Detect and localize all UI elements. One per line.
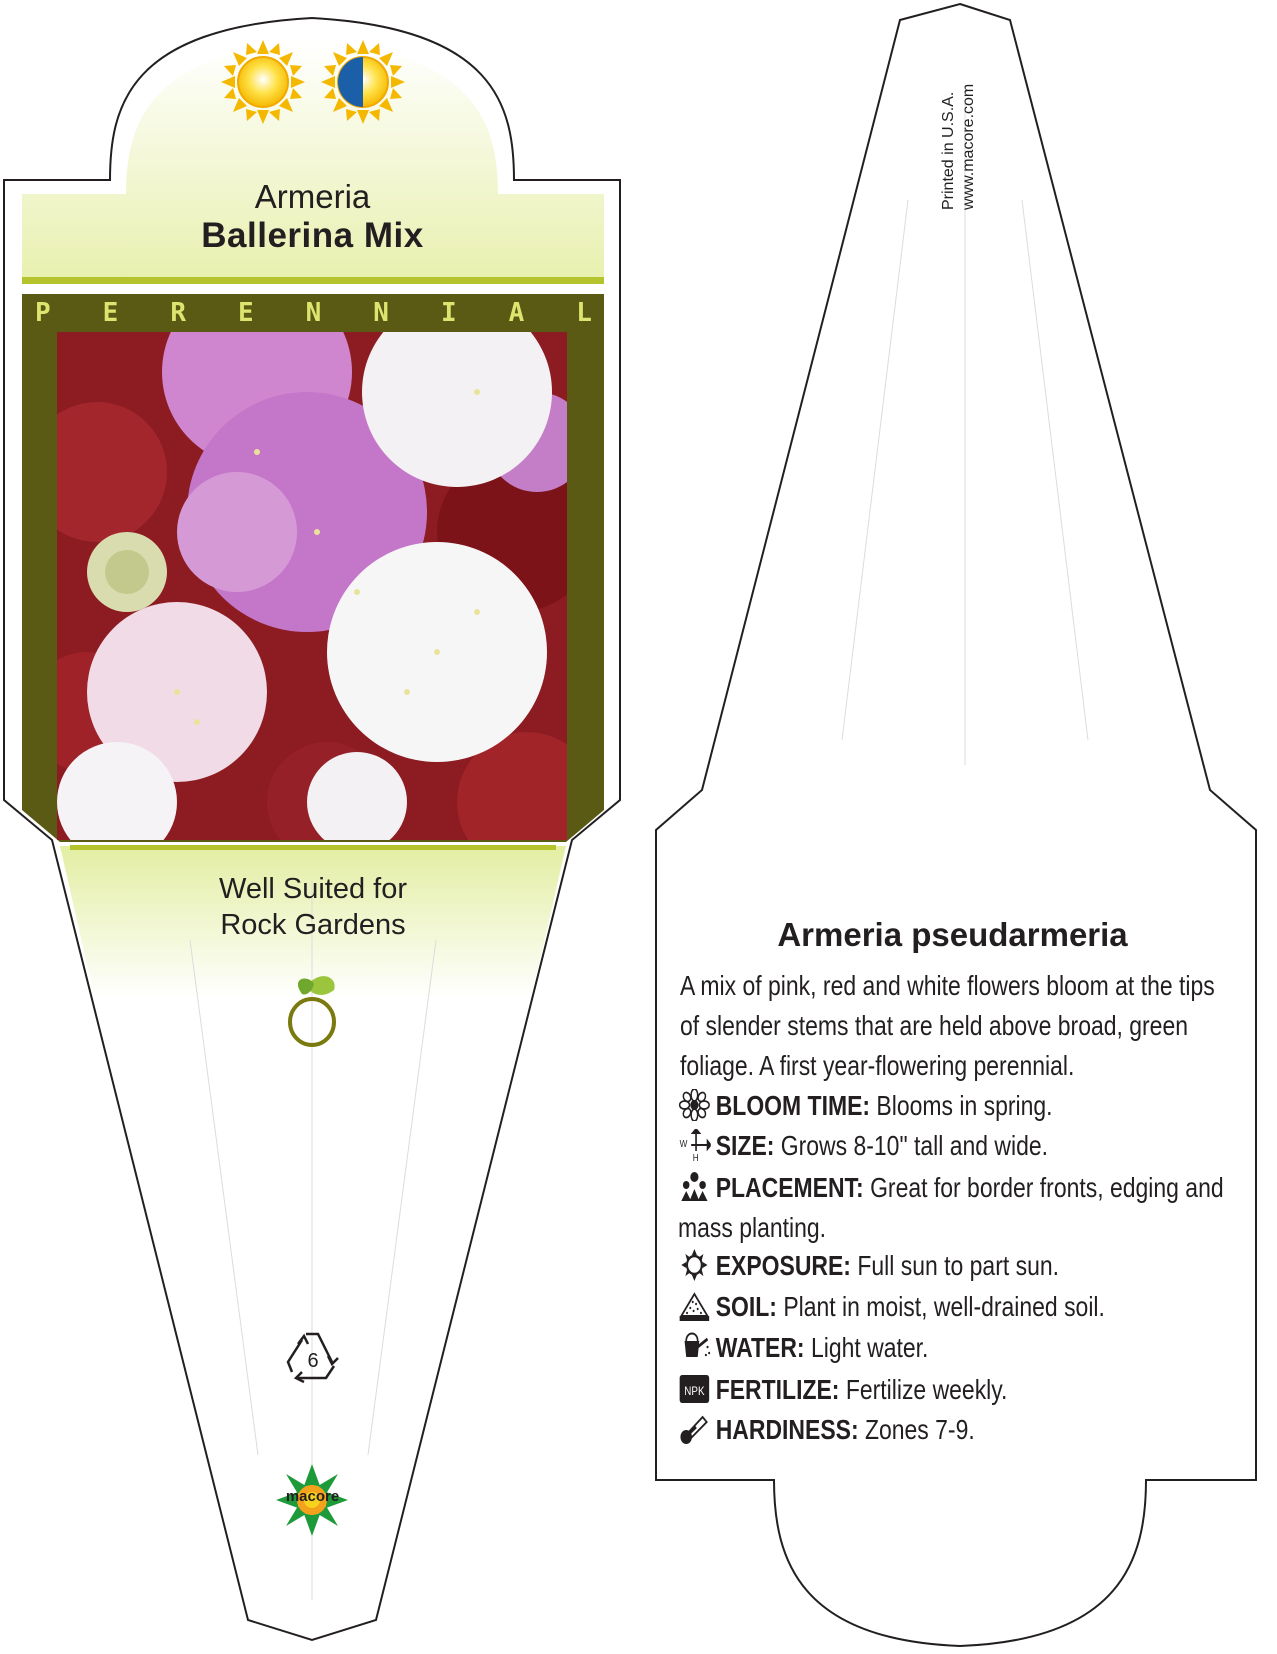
category-band xyxy=(23,294,604,332)
website-text: www.macore.com xyxy=(960,83,977,210)
sun-outline-icon xyxy=(678,1249,711,1281)
attr-value: Grows 8-10" tall and wide. xyxy=(780,1130,1048,1161)
attr-soil xyxy=(678,1287,1232,1327)
category-letter: L xyxy=(576,298,592,328)
soil-icon xyxy=(678,1290,711,1322)
category-letter: E xyxy=(102,298,119,328)
attr-label: HARDINESS: xyxy=(715,1414,859,1445)
recycle-number: 6 xyxy=(307,1350,319,1372)
tagline-line-1: Well Suited for xyxy=(218,873,408,905)
attr-label: SOIL: xyxy=(715,1291,777,1322)
attr-label: EXPOSURE: xyxy=(715,1250,851,1281)
attr-exposure xyxy=(678,1246,1232,1286)
attr-value: Great for border fronts, edging and mass planting. xyxy=(678,1172,1224,1243)
attr-value: Full sun to part sun. xyxy=(857,1250,1059,1281)
part-sun-icon xyxy=(321,40,405,124)
attr-hardiness xyxy=(678,1410,1232,1450)
attr-value: Light water. xyxy=(810,1332,929,1363)
tagline-line-2: Rock Gardens xyxy=(220,909,406,941)
brand-name: macore xyxy=(285,1488,340,1505)
category-letter: N xyxy=(305,298,322,328)
tagline xyxy=(120,871,506,943)
attr-value: Blooms in spring. xyxy=(876,1090,1053,1121)
npk-label: NPK xyxy=(684,1385,705,1399)
full-sun-icon xyxy=(221,40,305,124)
attr-fertilize xyxy=(678,1370,1232,1410)
attr-value: Fertilize weekly. xyxy=(845,1374,1008,1405)
placement-icon xyxy=(678,1171,711,1203)
flower-photo xyxy=(57,332,567,840)
plant-description: A mix of pink, red and white flowers bloom at the tips of slender stems that are held above broad, green foliage. A first year-flowering perennial. xyxy=(680,970,1215,1081)
genus-title: Armeria xyxy=(254,178,371,215)
thermometer-icon xyxy=(678,1413,711,1445)
watering-can-icon xyxy=(678,1331,711,1363)
botanical-name: Armeria pseudarmeria xyxy=(777,916,1128,953)
attr-size xyxy=(678,1126,1232,1166)
attr-bloom-time xyxy=(678,1086,1232,1126)
print-info xyxy=(940,50,977,210)
printed-in-text: Printed in U.S.A. xyxy=(940,91,957,210)
category-letter: P xyxy=(35,298,51,328)
category-letter: R xyxy=(170,298,186,328)
category-letter: I xyxy=(440,298,457,328)
attr-label: BLOOM TIME: xyxy=(715,1090,871,1121)
attr-value: Plant in moist, well-drained soil. xyxy=(783,1291,1105,1322)
size-w-label: W xyxy=(679,1138,688,1150)
category-letter: E xyxy=(237,298,254,328)
attr-value: Zones 7-9. xyxy=(864,1414,975,1445)
flower-icon xyxy=(678,1089,711,1121)
size-arrows-icon xyxy=(678,1129,711,1161)
variety-title: Ballerina Mix xyxy=(201,216,424,255)
npk-icon xyxy=(678,1373,711,1405)
size-h-label: H xyxy=(692,1152,699,1161)
category-letter: N xyxy=(373,298,389,328)
attr-label: PLACEMENT: xyxy=(715,1172,864,1203)
category-letter: A xyxy=(508,298,525,328)
attr-label: FERTILIZE: xyxy=(715,1374,840,1405)
attr-water xyxy=(678,1328,1232,1368)
attr-placement xyxy=(678,1168,1232,1248)
attr-label: SIZE: xyxy=(715,1130,775,1161)
attr-label: WATER: xyxy=(715,1332,805,1363)
